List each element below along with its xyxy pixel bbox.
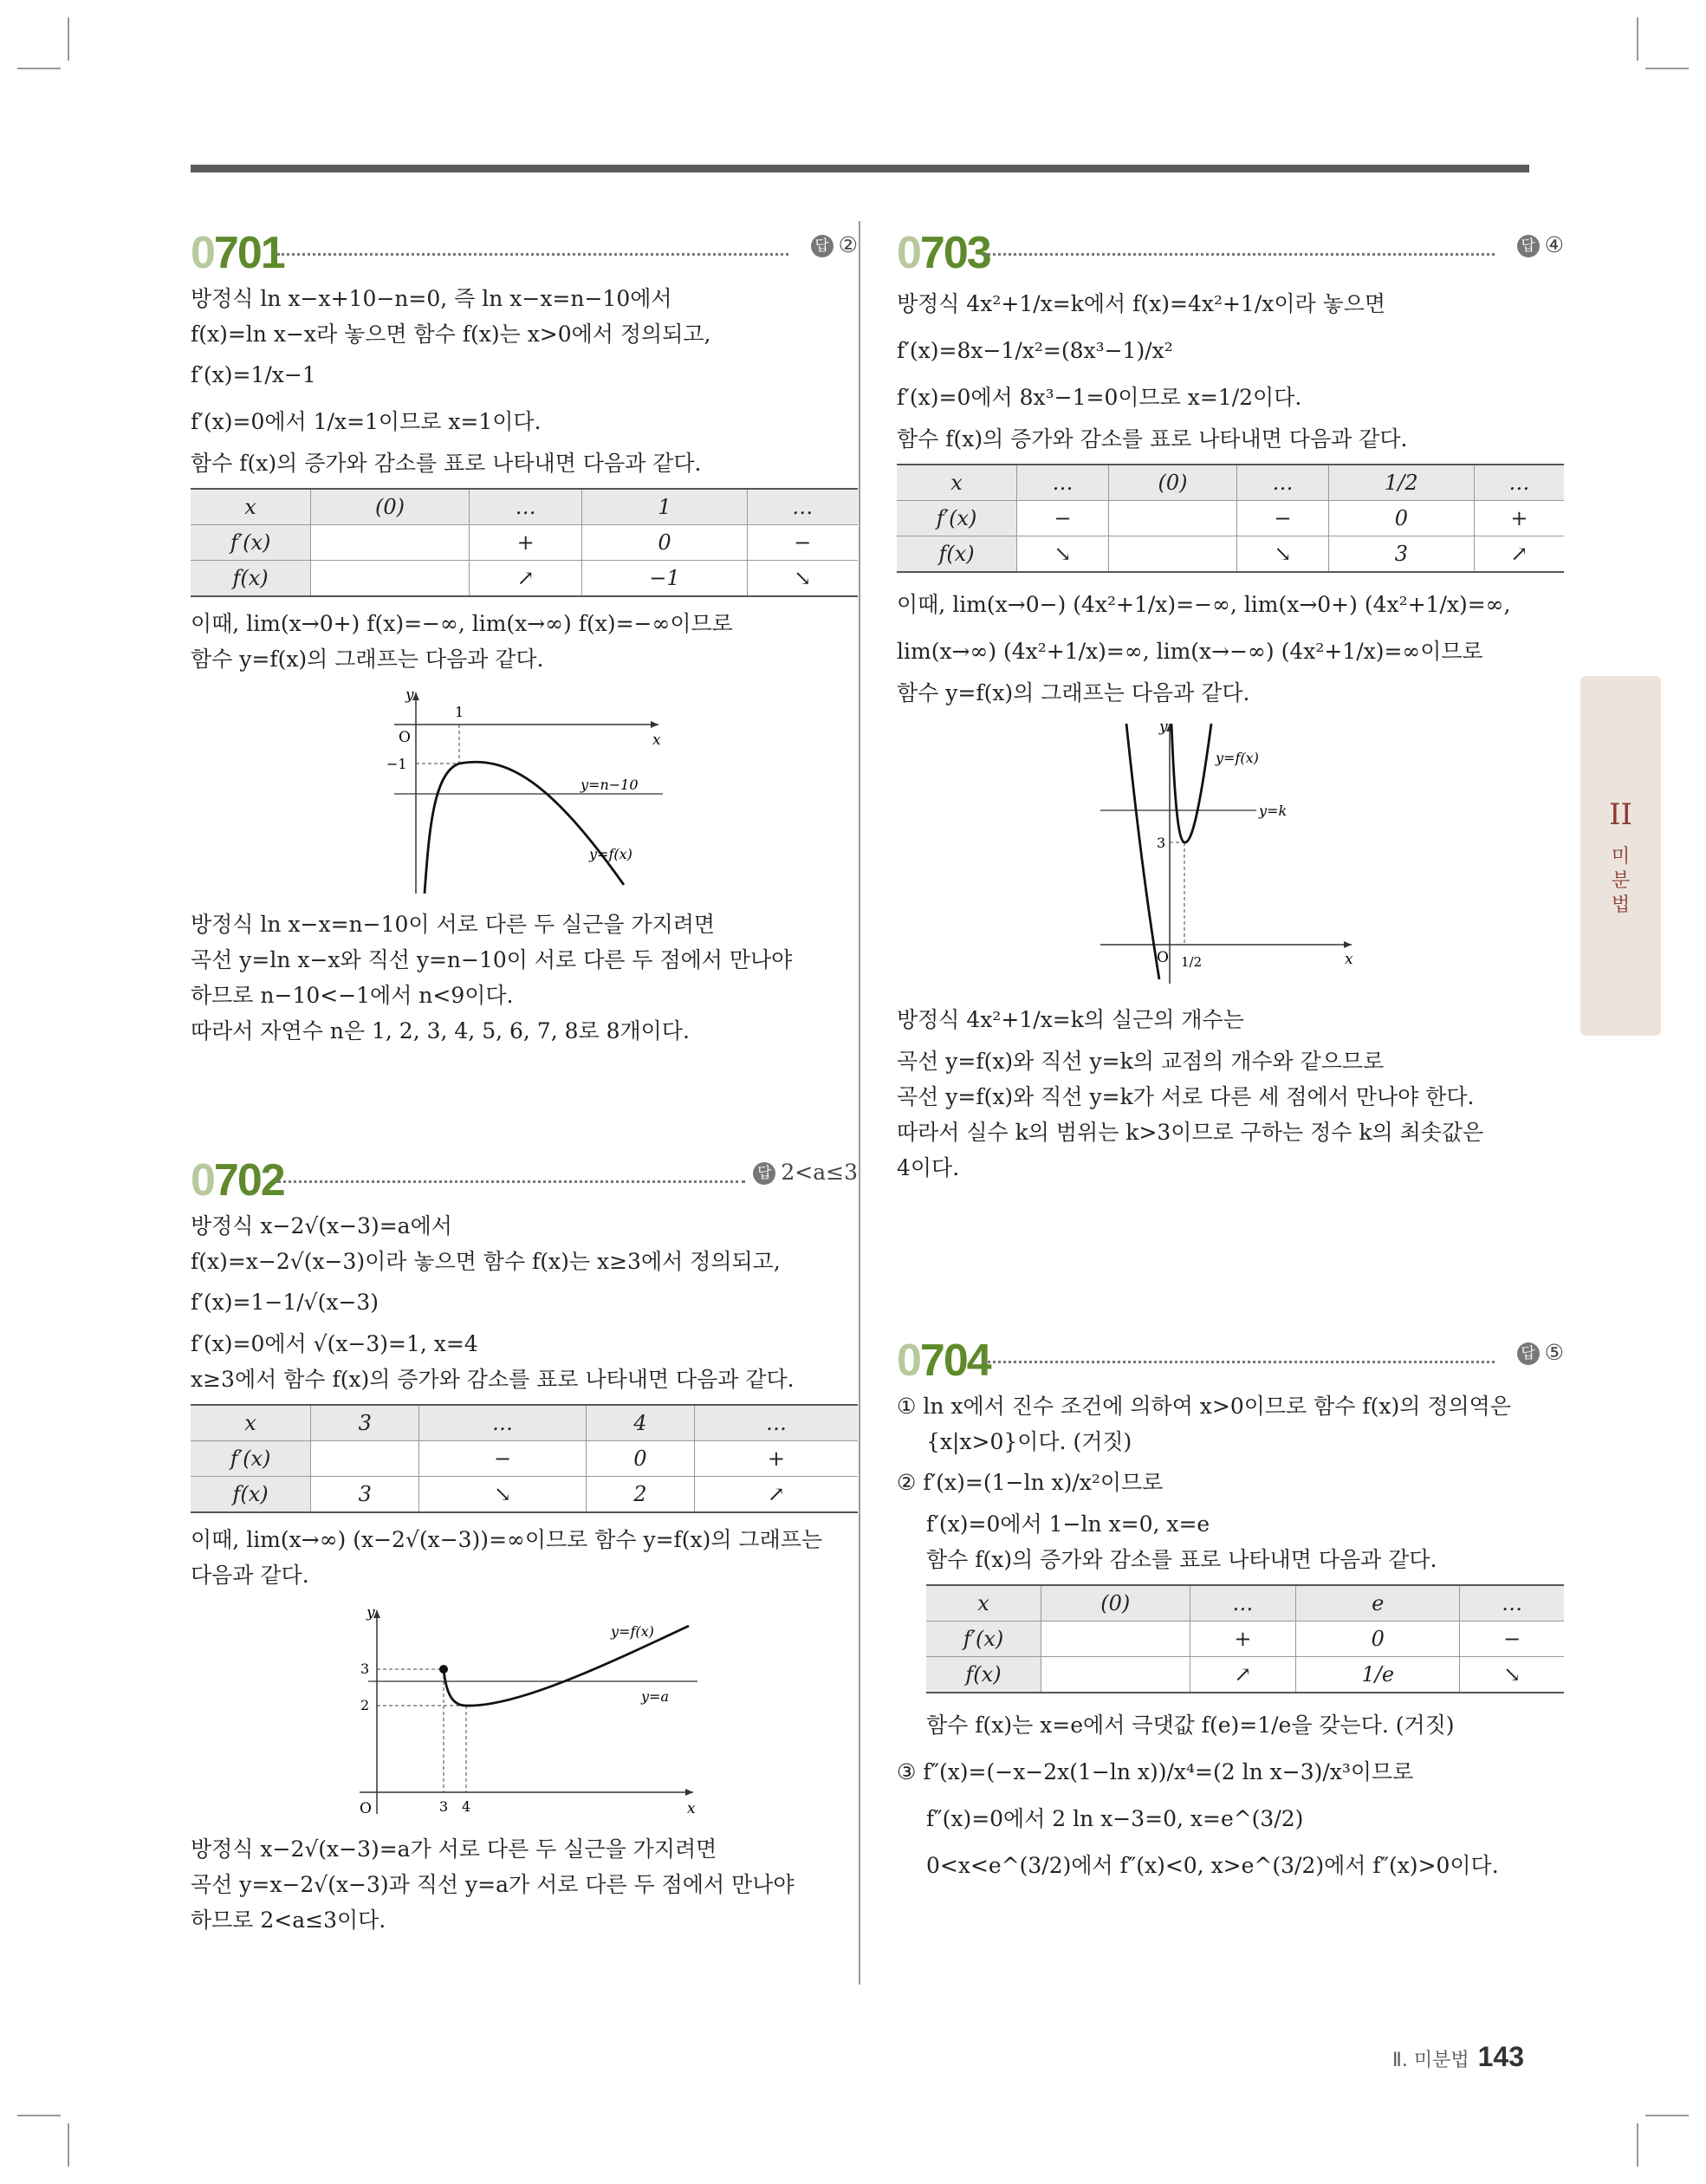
chapter-tab [1580,676,1661,1036]
text-line: f(x)=x−2√(x−3)이라 놓으면 함수 f(x)는 x≥3에서 정의되고, [191,1249,781,1274]
text-line: 곡선 y=x−2√(x−3)과 직선 y=a가 서로 다른 두 점에서 만나야 [191,1872,795,1897]
text-line: ③ f″(x)=(−x−2x(1−ln x))/x⁴=(2 ln x−3)/x³이므로 [897,1759,1414,1784]
text-line: ② f′(x)=(1−ln x)/x²이므로 [897,1470,1164,1495]
graph-0702 [342,1602,706,1823]
crop-mark [68,17,69,61]
header-dots [277,253,788,256]
table-cell: … [694,1405,858,1441]
crop-mark [1637,2123,1638,2167]
table-cell: (0) [1108,465,1236,501]
x-axis-label: x [687,1800,696,1817]
text-line: f′(x)=1/x−1 [191,362,316,387]
table-cell: ↘ [419,1477,586,1513]
crop-mark [1637,17,1638,61]
curve-label: y=f(x) [589,846,632,862]
crop-mark [1645,2115,1689,2116]
problem-0703 [897,227,1564,1186]
table-cell: ↗ [694,1477,858,1513]
text-line: 곡선 y=ln x−x와 직선 y=n−10이 서로 다른 두 점에서 만나야 [191,947,793,972]
answer-mark-icon: 답 [753,1162,775,1185]
crop-mark [17,68,61,69]
text-line: f′(x)=1−1/√(x−3) [191,1290,379,1315]
table-cell: e [1296,1585,1460,1622]
text-line: f′(x)=8x−1/x²=(8x³−1)/x² [897,338,1173,363]
origin-label: O [360,1800,372,1817]
table-cell: f(x) [191,1477,311,1513]
chapter-roman: II [1609,797,1632,832]
table-cell: 4 [586,1405,694,1441]
text-line: 함수 f(x)는 x=e에서 극댓값 f(e)=1/e을 갖는다. (거짓) [926,1713,1455,1738]
text-line: 방정식 ln x−x+10−n=0, 즉 ln x−x=n−10에서 [191,286,672,311]
table-cell: − [1460,1622,1564,1657]
table-cell: 3 [311,1405,419,1441]
table-cell: f(x) [926,1657,1041,1693]
table-cell: x [926,1585,1041,1622]
table-cell: 0 [1328,501,1474,536]
text-line: 함수 y=f(x)의 그래프는 다음과 같다. [897,680,1250,705]
x-axis-arrow [685,1789,693,1796]
table-cell: f′(x) [191,525,311,561]
table-cell: x [897,465,1017,501]
column-divider [859,221,860,1985]
curve-label: y=f(x) [1216,750,1259,766]
text-line: 함수 y=f(x)의 그래프는 다음과 같다. [191,647,544,672]
line-label: y=a [641,1688,669,1705]
table-cell: − [1017,501,1109,536]
problem-0701 [191,227,858,1049]
table-cell: x [191,489,311,525]
table-cell: … [747,489,858,525]
curve-right-branch [1171,724,1211,842]
table-cell: −1 [582,561,747,597]
answer-mark-icon: 답 [811,235,834,257]
table-cell [1041,1622,1190,1657]
tick-x-label: 1/2 [1181,954,1203,970]
answer-badge: 답 2<a≤3 [753,1160,858,1185]
problem-header [191,1154,858,1208]
table-cell: f′(x) [191,1441,311,1477]
text-line: f′(x)=0에서 √(x−3)=1, x=4 [191,1331,478,1356]
line-label: y=n−10 [581,777,639,793]
tick-x2-label: 4 [462,1798,471,1815]
table-cell: … [1460,1585,1564,1622]
crop-mark [1645,68,1689,69]
table-cell: 0 [1296,1622,1460,1657]
text-line: 다음과 같다. [191,1563,309,1588]
graph-0701 [377,686,671,898]
table-cell: ↘ [747,561,858,597]
text-line: 곡선 y=f(x)와 직선 y=k의 교점의 개수와 같으므로 [897,1049,1385,1074]
tick-y-label: 3 [1157,835,1166,851]
table-cell: + [1474,501,1564,536]
crop-mark [17,2115,61,2116]
problem-number: 0702 [191,1155,284,1206]
variation-table [926,1584,1564,1693]
problem-header [897,227,1564,281]
table-cell: (0) [1041,1585,1190,1622]
text-line: 방정식 4x²+1/x=k의 실근의 개수는 [897,1007,1244,1032]
table-cell: (0) [311,489,470,525]
curve-label: y=f(x) [611,1623,654,1640]
answer-badge: 답 ⑤ [1517,1340,1564,1365]
y-axis-label: y [1159,719,1168,736]
text-line: lim(x→∞) (4x²+1/x)=∞, lim(x→−∞) (4x²+1/x)=∞이므로 [897,639,1483,664]
table-cell: ↗ [1474,536,1564,573]
table-cell [311,1441,419,1477]
tick-y2-label: 2 [360,1697,370,1713]
table-cell [1041,1657,1190,1693]
graph-0703 [1092,719,1369,988]
x-axis-arrow [651,721,658,728]
variation-table [897,464,1564,573]
table-cell [311,525,470,561]
table-cell: … [1474,465,1564,501]
table-cell: 1/2 [1328,465,1474,501]
table-cell: − [1237,501,1329,536]
text-line: 함수 f(x)의 증가와 감소를 표로 나타내면 다음과 같다. [191,451,702,476]
answer-badge: 답 ④ [1517,232,1564,257]
table-cell: ↘ [1237,536,1329,573]
origin-label: O [1157,949,1169,966]
text-line: 하므로 n−10<−1에서 n<9이다. [191,983,514,1008]
table-cell: ↘ [1017,536,1109,573]
text-line: 4이다. [897,1155,960,1180]
text-line: f(x)=ln x−x라 놓으면 함수 f(x)는 x>0에서 정의되고, [191,322,711,347]
header-dots [277,1180,745,1183]
problem-0704 [897,1335,1564,1889]
endpoint-dot [439,1665,448,1674]
problem-header [897,1335,1564,1388]
footer-label: Ⅱ. 미분법 [1392,2050,1469,2071]
table-cell: ↗ [1190,1657,1296,1693]
header-dots [983,1361,1495,1363]
answer-mark-icon: 답 [1517,1342,1540,1365]
table-cell: … [1017,465,1109,501]
problem-number: 0703 [897,228,990,278]
table-cell [1108,536,1236,573]
text-line: 따라서 자연수 n은 1, 2, 3, 4, 5, 6, 7, 8로 8개이다. [191,1018,690,1043]
crop-mark [68,2123,69,2167]
problem-0702 [191,1154,858,1938]
table-cell: f′(x) [897,501,1017,536]
text-line: 함수 f(x)의 증가와 감소를 표로 나타내면 다음과 같다. [926,1547,1437,1572]
top-rule [191,165,1529,172]
table-cell: − [419,1441,586,1477]
table-cell: 0 [586,1441,694,1477]
table-cell: 0 [582,525,747,561]
x-axis-label: x [1345,951,1353,968]
text-line: 하므로 2<a≤3이다. [191,1908,386,1933]
table-cell: … [1237,465,1329,501]
y-axis-label: y [405,686,414,704]
table-cell: 3 [311,1477,419,1513]
text-line: 방정식 4x²+1/x=k에서 f(x)=4x²+1/x이라 놓으면 [897,291,1386,316]
text-line: x≥3에서 함수 f(x)의 증가와 감소를 표로 나타내면 다음과 같다. [191,1367,795,1392]
text-line: 방정식 ln x−x=n−10이 서로 다른 두 실근을 가지려면 [191,912,716,937]
x-axis-label: x [652,731,661,749]
table-cell: − [747,525,858,561]
text-line: 방정식 x−2√(x−3)=a에서 [191,1213,452,1238]
problem-number: 0704 [897,1336,990,1386]
x-axis-arrow [1344,941,1352,948]
curve-left-branch [1126,724,1159,979]
text-line: 이때, lim(x→0−) (4x²+1/x)=−∞, lim(x→0+) (4x²+1/x)=∞, [897,592,1511,617]
text-line: f″(x)=0에서 2 ln x−3=0, x=e^(3/2) [926,1806,1304,1831]
text-line: f′(x)=0에서 8x³−1=0이므로 x=1/2이다. [897,385,1302,410]
table-cell: x [191,1405,311,1441]
text-line: f′(x)=0에서 1/x=1이므로 x=1이다. [191,409,542,434]
text-line: {x|x>0}이다. (거짓) [926,1429,1132,1454]
table-cell: … [419,1405,586,1441]
text-line: f′(x)=0에서 1−ln x=0, x=e [926,1511,1210,1537]
header-dots [983,253,1495,256]
tick-x1-label: 3 [439,1798,449,1815]
table-cell: + [694,1441,858,1477]
page-footer [1392,2041,1524,2073]
text-line: 따라서 실수 k의 범위는 k>3이므로 구하는 정수 k의 최솟값은 [897,1120,1484,1145]
table-cell [311,561,470,597]
y-axis-label: y [366,1604,375,1622]
answer-mark-icon: 답 [1517,235,1540,257]
table-cell: f(x) [897,536,1017,573]
table-cell: … [1190,1585,1296,1622]
table-cell: f′(x) [926,1622,1041,1657]
text-line: 0<x<e^(3/2)에서 f″(x)<0, x>e^(3/2)에서 f″(x)>0이다. [926,1853,1499,1878]
table-cell: 3 [1328,536,1474,573]
text-line: 방정식 x−2√(x−3)=a가 서로 다른 두 실근을 가지려면 [191,1836,717,1862]
table-cell: + [1190,1622,1296,1657]
chapter-title: 미 분 법 [1611,846,1631,916]
answer-badge: 답 ② [811,232,858,257]
origin-label: O [399,729,411,746]
table-cell [1108,501,1236,536]
table-cell: f(x) [191,561,311,597]
text-line: 곡선 y=f(x)와 직선 y=k가 서로 다른 세 점에서 만나야 한다. [897,1084,1475,1109]
tick-y-label: −1 [386,756,407,772]
tick-y1-label: 3 [360,1661,370,1677]
problem-header [191,227,858,281]
table-cell: 2 [586,1477,694,1513]
text-line: 함수 f(x)의 증가와 감소를 표로 나타내면 다음과 같다. [897,426,1408,452]
table-cell: 1 [582,489,747,525]
problem-number: 0701 [191,228,284,278]
table-cell: ↘ [1460,1657,1564,1693]
variation-table [191,488,858,597]
table-cell: 1/e [1296,1657,1460,1693]
tick-x-label: 1 [455,704,464,720]
table-cell: … [469,489,582,525]
table-cell: + [469,525,582,561]
page-number: 143 [1477,2041,1524,2072]
table-cell: ↗ [469,561,582,597]
text-line: ① ln x에서 진수 조건에 의하여 x>0이므로 함수 f(x)의 정의역은 [897,1394,1511,1419]
text-line: 이때, lim(x→∞) (x−2√(x−3))=∞이므로 함수 y=f(x)의 그래프는 [191,1527,823,1552]
variation-table [191,1404,858,1513]
line-label: y=k [1259,803,1288,819]
table-wrap [897,1584,1564,1693]
text-line: 이때, lim(x→0+) f(x)=−∞, lim(x→∞) f(x)=−∞이므로 [191,611,733,636]
